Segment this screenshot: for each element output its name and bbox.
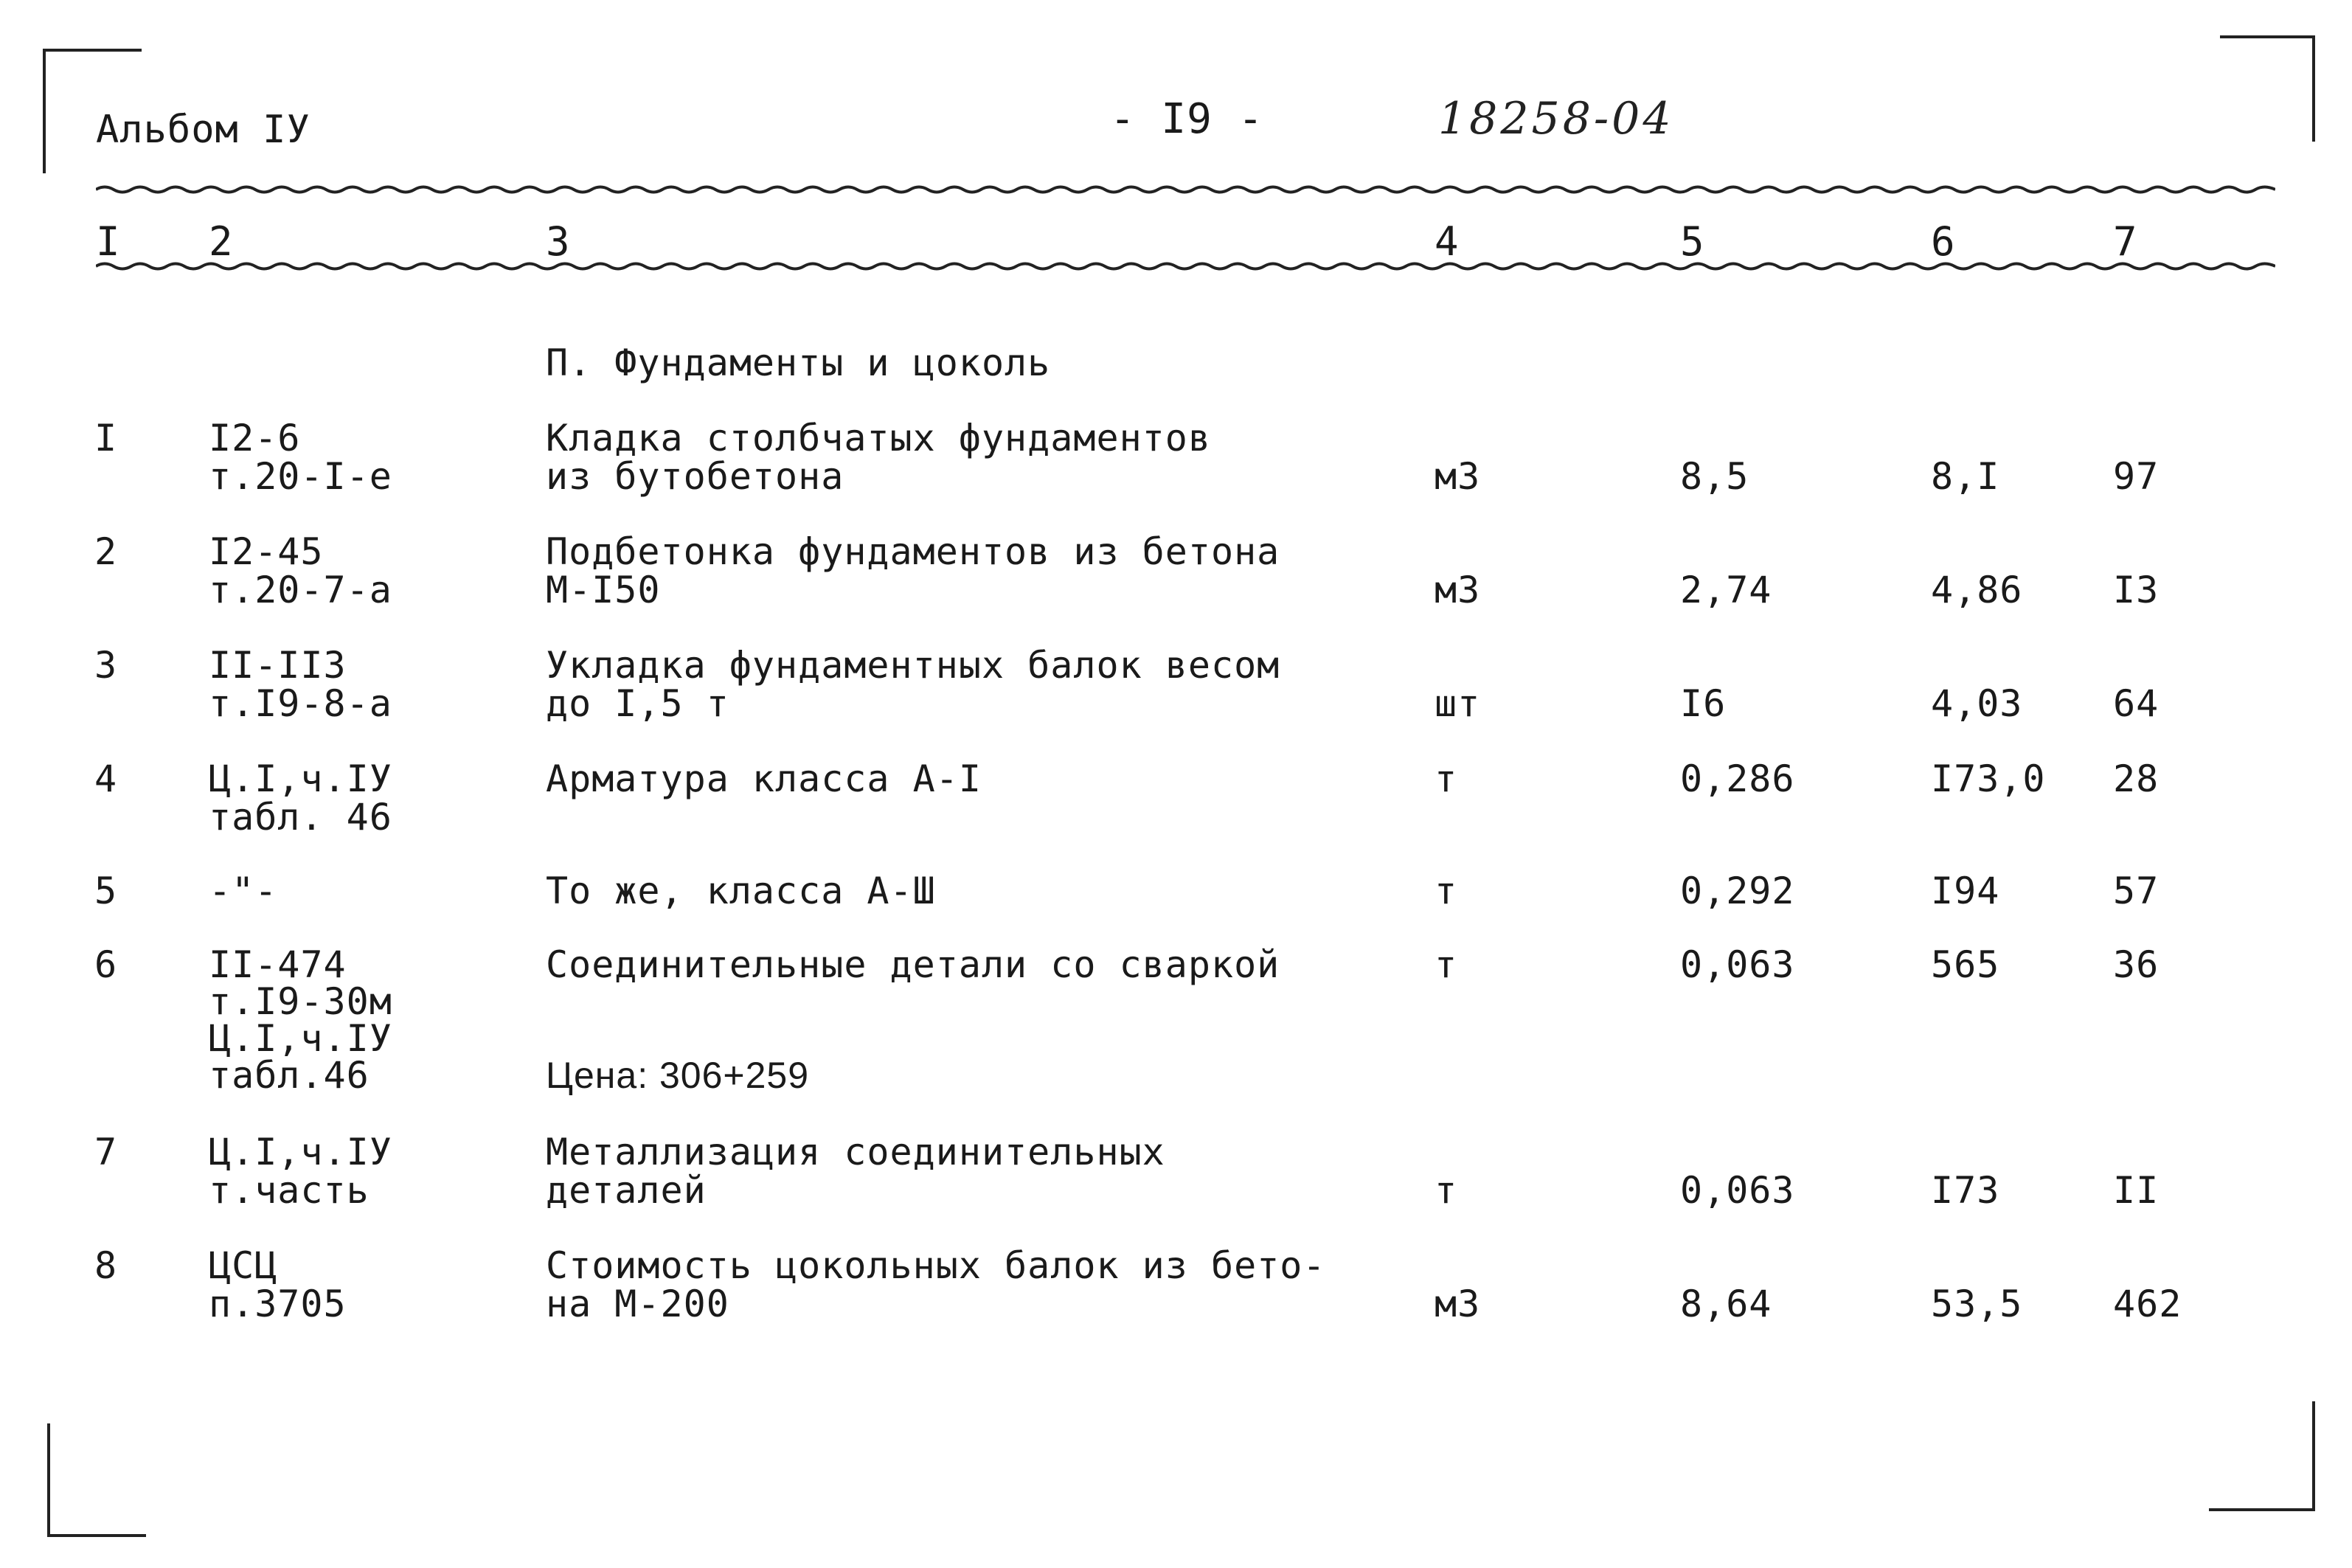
row-unit: м3 [1435,455,1481,498]
table-row [0,419,2352,537]
document-number: 18258-04 [1438,93,1674,145]
row-quantity: 0,063 [1680,943,1795,986]
row-total: 64 [2113,682,2160,725]
row-number: 7 [94,1131,118,1173]
column-number-6: 6 [1931,218,1955,265]
table-row [0,1133,2352,1251]
row-number: 3 [94,644,118,687]
row-quantity: 8,5 [1680,455,1749,498]
row-code: табл.46 [209,1054,370,1097]
row-total: 462 [2113,1283,2182,1325]
table-row [0,530,2352,651]
row-unit-price: I73,0 [1931,757,2046,800]
column-number-1: I [96,218,120,265]
row-total: 36 [2113,943,2160,986]
table-row [0,943,2352,1108]
column-number-7: 7 [2113,218,2137,265]
row-code: II-474 [209,943,347,986]
row-description: деталей [546,1169,707,1212]
row-code: т.часть [209,1169,370,1212]
row-number: 5 [94,870,118,912]
row-code: т.I9-30м [209,980,392,1023]
row-total: II [2113,1169,2160,1212]
row-description: То же, класса А-Ш [546,870,936,912]
row-unit-price: 4,86 [1931,569,2023,611]
row-quantity: 0,063 [1680,1169,1795,1212]
row-code: ЦСЦ [209,1244,278,1287]
row-unit-price: I73 [1931,1169,2000,1212]
row-number: 4 [94,757,118,800]
row-description: Металлизация соединительных [546,1131,1165,1173]
row-total: 28 [2113,757,2160,800]
row-unit: т [1435,870,1458,912]
row-code: II-II3 [209,644,347,687]
corner-mark-bottom-right [2209,1401,2315,1511]
corner-mark-bottom-left [47,1423,146,1537]
row-unit-price: I94 [1931,870,2000,912]
row-unit-price: 4,03 [1931,682,2023,725]
table-row [0,646,2352,764]
row-description: из бутобетона [546,455,844,498]
row-unit: м3 [1435,569,1481,611]
row-unit-price: 53,5 [1931,1283,2023,1325]
row-code: п.3705 [209,1283,347,1325]
row-unit: шт [1435,682,1481,725]
row-unit-price: 565 [1931,943,2000,986]
row-quantity: 2,74 [1680,569,1772,611]
row-description: на М-200 [546,1283,729,1325]
column-number-4: 4 [1435,218,1459,265]
row-number: 6 [94,943,118,986]
row-description: Арматура класса А-I [546,757,982,800]
row-description: М-I50 [546,569,661,611]
row-code: I2-6 [209,417,301,459]
row-unit-price: 8,I [1931,455,2000,498]
album-label: Альбом IУ [96,108,311,152]
row-total: I3 [2113,569,2160,611]
row-code: табл. 46 [209,796,392,839]
row-description: до I,5 т [546,682,729,725]
row-description: Стоимость цокольных балок из бето- [546,1244,1326,1287]
row-total: 57 [2113,870,2160,912]
row-unit: т [1435,1169,1458,1212]
header-top-rule [96,183,2275,196]
row-unit: м3 [1435,1283,1481,1325]
row-code: т.20-7-а [209,569,392,611]
row-price-note: Цена: 306+259 [546,1055,810,1096]
column-number-2: 2 [209,218,233,265]
row-unit: т [1435,757,1458,800]
row-quantity: 0,286 [1680,757,1795,800]
column-number-5: 5 [1680,218,1704,265]
row-quantity: I6 [1680,682,1727,725]
row-unit: т [1435,943,1458,986]
row-code: т.I9-8-а [209,682,392,725]
table-row [0,1246,2352,1364]
section-title: П. Фундаменты и цоколь [546,341,1051,384]
row-description: Подбетонка фундаментов из бетона [546,530,1280,573]
row-code: Ц.I,ч.IУ [209,757,392,800]
row-code: Ц.I,ч.IУ [209,1131,392,1173]
row-code: I2-45 [209,530,324,573]
table-row [0,757,2352,878]
column-number-3: 3 [546,218,570,265]
row-quantity: 0,292 [1680,870,1795,912]
page-number: - I9 - [1110,95,1264,143]
row-description: Соединительные детали со сваркой [546,943,1280,986]
row-total: 97 [2113,455,2160,498]
row-number: 2 [94,530,118,573]
row-quantity: 8,64 [1680,1283,1772,1325]
row-number: 8 [94,1244,118,1287]
row-number: I [94,417,118,459]
corner-mark-top-right [2220,35,2315,142]
row-code: т.20-I-е [209,455,392,498]
row-code: -"- [209,870,278,912]
row-code: Ц.I,ч.IУ [209,1017,392,1060]
row-description: Укладка фундаментных балок весом [546,644,1280,687]
row-description: Кладка столбчатых фундаментов [546,417,1211,459]
